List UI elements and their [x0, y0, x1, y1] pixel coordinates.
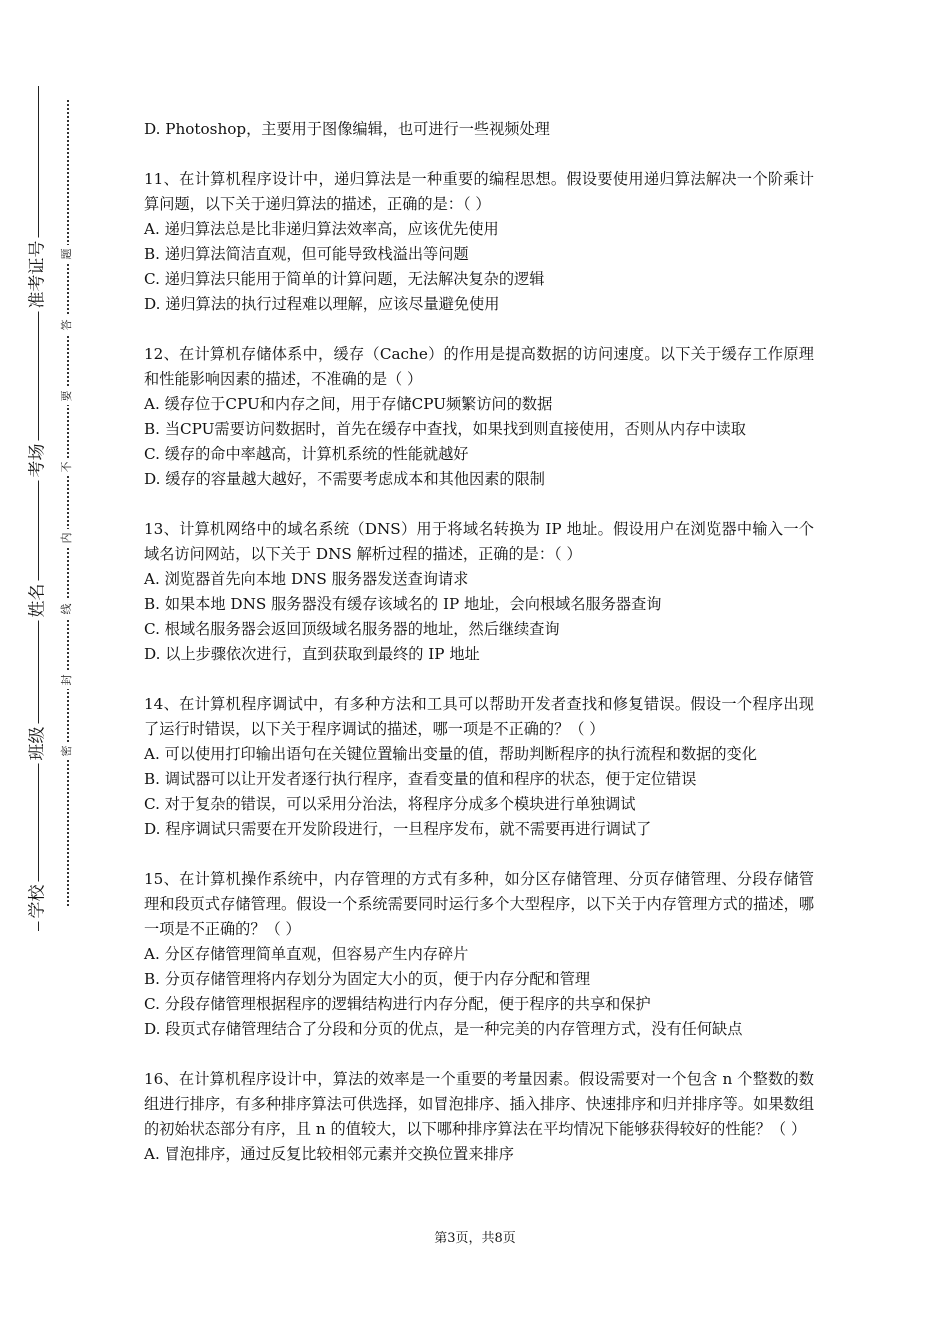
class-text: 班级	[30, 724, 47, 764]
question-stem: 16、在计算机程序设计中，算法的效率是一个重要的考量因素。假设需要对一个包含 n 个整数的数组进行排序，有多种排序算法可供选择，如冒泡排序、插入排序、快速排序和归并排序等。如果数组的初始状态部分有序，且 n 的值较大，以下哪种排序算法在平均情况下能够获得较好的性能？（ ）	[144, 1070, 814, 1138]
option-b: B. 调试器可以让开发者逐行执行程序，查看变量的值和程序的状态，便于定位错误	[144, 770, 697, 788]
prior-option: D. Photoshop，主要用于图像编辑，也可进行一些视频处理	[144, 120, 550, 138]
exam-content	[144, 117, 814, 1167]
option-d: D. 程序调试只需要在开发阶段进行，一旦程序发布，就不需要再进行调试了	[144, 820, 652, 838]
question-stem: 15、在计算机操作系统中，内存管理的方式有多种，如分区存储管理、分页存储管理、分段存储管理和段页式存储管理。假设一个系统需要同时运行多个大型程序，以下关于内存管理方式的描述，哪一项是不正确的？（ ）	[144, 870, 814, 938]
school-text: 学校	[30, 882, 47, 922]
question-11	[144, 167, 814, 317]
option-a: A. 递归算法总是比非递归算法效率高，应该优先使用	[144, 220, 499, 238]
name-label	[28, 585, 49, 621]
option-a: A. 浏览器首先向本地 DNS 服务器发送查询请求	[144, 570, 469, 588]
question-16	[144, 1067, 814, 1167]
seal-char-da: 答	[58, 316, 76, 334]
option-b: B. 如果本地 DNS 服务器没有缓存该域名的 IP 地址，会向根域名服务器查询	[144, 595, 662, 613]
seal-char-bu: 不	[58, 458, 76, 476]
question-12	[144, 342, 814, 492]
exam-room-label	[28, 445, 49, 481]
option-a: A. 缓存位于CPU和内存之间，用于存储CPU频繁访问的数据	[144, 395, 553, 413]
option-d: D. 段页式存储管理结合了分段和分页的优点，是一种完美的内存管理方式，没有任何缺点	[144, 1020, 743, 1038]
question-13	[144, 517, 814, 667]
school-label	[28, 886, 49, 922]
option-c: C. 分段存储管理根据程序的逻辑结构进行内存分配，便于程序的共享和保护	[144, 995, 651, 1013]
option-b: B. 递归算法简洁直观，但可能导致栈溢出等问题	[144, 245, 469, 263]
question-stem: 13、计算机网络中的域名系统（DNS）用于将域名转换为 IP 地址。假设用户在浏览器中输入一个域名访问网站，以下关于 DNS 解析过程的描述，正确的是：（ ）	[144, 520, 814, 563]
option-b: B. 分页存储管理将内存划分为固定大小的页，便于内存分配和管理	[144, 970, 591, 988]
question-stem: 14、在计算机程序调试中，有多种方法和工具可以帮助开发者查找和修复错误。假设一个程序出现了运行时错误，以下关于程序调试的描述，哪一项是不正确的？（ ）	[144, 695, 814, 738]
exam-number-text: 准考证号	[30, 238, 47, 312]
option-c: C. 缓存的命中率越高，计算机系统的性能就越好	[144, 445, 469, 463]
seal-char-nei: 内	[58, 529, 76, 547]
question-15	[144, 867, 814, 1042]
option-c: C. 根域名服务器会返回顶级域名服务器的地址，然后继续查询	[144, 620, 560, 638]
option-c: C. 递归算法只能用于简单的计算问题，无法解决复杂的逻辑	[144, 270, 545, 288]
option-a: A. 可以使用打印输出语句在关键位置输出变量的值，帮助判断程序的执行流程和数据的变化	[144, 745, 757, 763]
exam-room-text: 考场	[30, 441, 47, 481]
option-d: D. 递归算法的执行过程难以理解，应该尽量避免使用	[144, 295, 500, 313]
option-d: D. 缓存的容量越大越好，不需要考虑成本和其他因素的限制	[144, 470, 545, 488]
option-a: A. 分区存储管理简单直观，但容易产生内存碎片	[144, 945, 469, 963]
option-d: D. 以上步骤依次进行，直到获取到最终的 IP 地址	[144, 645, 480, 663]
seal-char-xian: 线	[58, 600, 76, 618]
page-number: 第3页，共8页	[434, 1231, 516, 1246]
option-b: B. 当CPU需要访问数据时，首先在缓存中查找，如果找到则直接使用，否则从内存中读取	[144, 420, 746, 438]
page-footer	[0, 1230, 950, 1248]
exam-number-label	[27, 240, 49, 312]
question-stem: 11、在计算机程序设计中，递归算法是一种重要的编程思想。假设要使用递归算法解决一个阶乘计算问题，以下关于递归算法的描述，正确的是：（ ）	[144, 170, 814, 213]
option-c: C. 对于复杂的错误，可以采用分治法，将程序分成多个模块进行单独调试	[144, 795, 636, 813]
seal-dotted-line	[67, 100, 69, 906]
binding-solid-line	[38, 86, 39, 931]
question-14	[144, 692, 814, 842]
question-stem: 12、在计算机存储体系中，缓存（Cache）的作用是提高数据的访问速度。以下关于缓存工作原理和性能影响因素的描述，不准确的是（ ）	[144, 345, 814, 388]
seal-char-mi: 密	[58, 742, 76, 760]
seal-char-feng: 封	[58, 671, 76, 689]
option-a: A. 冒泡排序，通过反复比较相邻元素并交换位置来排序	[144, 1145, 514, 1163]
name-text: 姓名	[30, 581, 47, 621]
seal-char-ti: 题	[58, 245, 76, 263]
class-label	[28, 728, 49, 764]
seal-char-yao: 要	[58, 387, 76, 405]
